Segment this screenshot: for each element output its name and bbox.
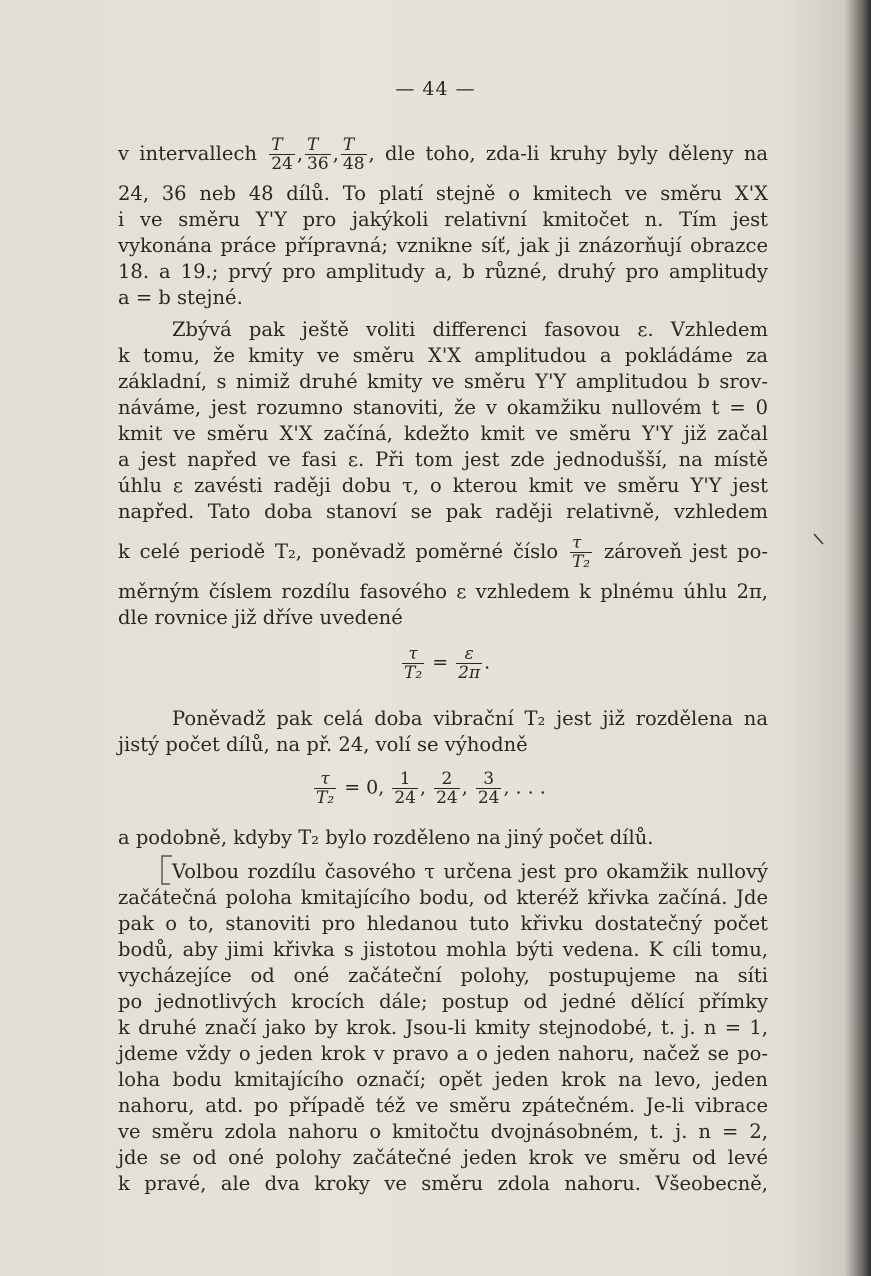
text-line-13: úhlu ε zavésti raději dobu τ, o kterou kmit ve směru Y'Y jest: [118, 474, 768, 497]
text-line-32: jde se od oné polohy začátečné jeden krok ve směru od levé: [118, 1146, 768, 1169]
fraction-t-48: $\frac{T}{48}$: [342, 135, 365, 174]
bracket-mark-icon: [156, 852, 176, 888]
text-line-8: k tomu, že kmity ve směru X'X amplitudou a pokládáme za: [118, 344, 768, 367]
text-line-24: bodů, aby jimi křivka s jistotou mohla býti vedena. K cíli tomu,: [118, 938, 768, 961]
text-line-5: 18. a 19.; prvý pro amplitudy a, b různé, druhý pro amplitudy: [118, 260, 768, 283]
text-line-21: Volbou rozdílu časového τ určena jest pro okamžik nullový: [172, 860, 768, 883]
equation-tau-values: $\frac{\tau}{\text{T₂}}$ = 0, $\frac{1}{24}$ , $\frac{2}{24}$ , $\frac{3}{24}$ , . . .: [316, 769, 546, 808]
text-line-29: loha bodu kmitajícího označí; opět jeden krok na levo, jeden: [118, 1068, 768, 1091]
text-line-17: dle rovnice již dříve uvedené: [118, 606, 403, 629]
text-line-9: základní, s nimiž druhé kmity ve směru Y'Y amplitudou b srov-: [118, 370, 768, 393]
text-line-20: a podobně, kdyby T₂ bylo rozděleno na jiný počet dílů.: [118, 826, 654, 849]
text-line-12: a jest napřed ve fasi ε. Při tom jest zde jednodušší, na místě: [118, 448, 768, 471]
text-line-10: náváme, jest rozumno stanoviti, že v okamžiku nullovém t = 0: [118, 396, 768, 419]
text-line-4: vykonána práce přípravná; vznikne síť, jak ji znázorňují obrazce: [118, 234, 768, 257]
fraction-t-36: $\frac{T}{36}$: [307, 135, 329, 174]
line-15-end: zároveň jest po-: [594, 540, 768, 563]
fraction-tau-t2: $\frac{\tau}{\text{T₂}}$: [571, 533, 591, 572]
text-line-6: a = b stejné.: [118, 286, 243, 309]
text-line-15: [118, 530, 768, 574]
fraction-t-24: $\frac{T}{24}$: [271, 135, 293, 174]
text-line-1: v intervallech $\frac{T}{24}$ , $\frac{T}{36}$ , $\frac{T}{48}$ , dle toho, zda-li kruhy byly děleny na: [118, 135, 769, 174]
text-line-31: ve směru zdola nahoru o kmitočtu dvojnásobném, t. j. n = 2,: [118, 1120, 768, 1143]
text-line-28: jdeme vždy o jeden krok v pravo a o jeden nahoru, načež se po-: [118, 1042, 768, 1065]
text-line-25: vycházejíce od oné začáteční polohy, postupujeme na síti: [118, 964, 768, 987]
text-line-14: napřed. Tato doba stanoví se pak raději relativně, vzhledem: [118, 500, 768, 523]
text-line-16: měrným číslem rozdílu fasového ε vzhledem k plnému úhlu 2π,: [118, 580, 768, 603]
text-line-23: pak o to, stanoviti pro hledanou tuto křivku dostatečný počet: [118, 912, 768, 935]
line-15-start: k celé periodě T₂, poněvadž poměrné číslo: [118, 540, 568, 563]
line-1-start: v intervallech: [118, 142, 268, 165]
text-line-3: i ve směru Y'Y pro jakýkoli relativní kmitočet n. Tím jest: [118, 208, 768, 231]
equation-tau-epsilon: $\frac{\tau}{\text{T₂}}$ = $\frac{\varepsilon}{2\pi}$ .: [404, 644, 491, 683]
text-line-22: začátečná poloha kmitajícího bodu, od kteréž křivka začíná. Jde: [118, 886, 768, 909]
text-line-2: 24, 36 neb 48 dílů. To platí stejně o kmitech ve směru X'X: [118, 182, 768, 205]
text-line-27: k druhé značí jako by krok. Jsou-li kmity stejnodobé, t. j. n = 1,: [118, 1016, 768, 1039]
text-line-30: nahoru, atd. po případě též ve směru zpátečném. Je-li vibrace: [118, 1094, 768, 1117]
text-line-19: jistý počet dílů, na př. 24, volí se výhodně: [118, 733, 528, 756]
text-line-7: Zbývá pak ještě voliti differenci fasovou ε. Vzhledem: [172, 318, 768, 341]
text-line-18: Poněvadž pak celá doba vibrační T₂ jest již rozdělena na: [172, 707, 768, 730]
text-line-26: po jednotlivých krocích dále; postup od jedné dělící přímky: [118, 990, 768, 1013]
line-1-end: dle toho, zda-li kruhy byly děleny na: [374, 142, 769, 165]
page-number: — 44 —: [395, 78, 476, 100]
text-line-11: kmit ve směru X'X začíná, kdežto kmit ve směru Y'Y již začal: [118, 422, 768, 445]
text-line-33: k pravé, ale dva kroky ve směru zdola nahoru. Všeobecně,: [118, 1172, 768, 1195]
margin-mark-icon: [812, 532, 826, 548]
